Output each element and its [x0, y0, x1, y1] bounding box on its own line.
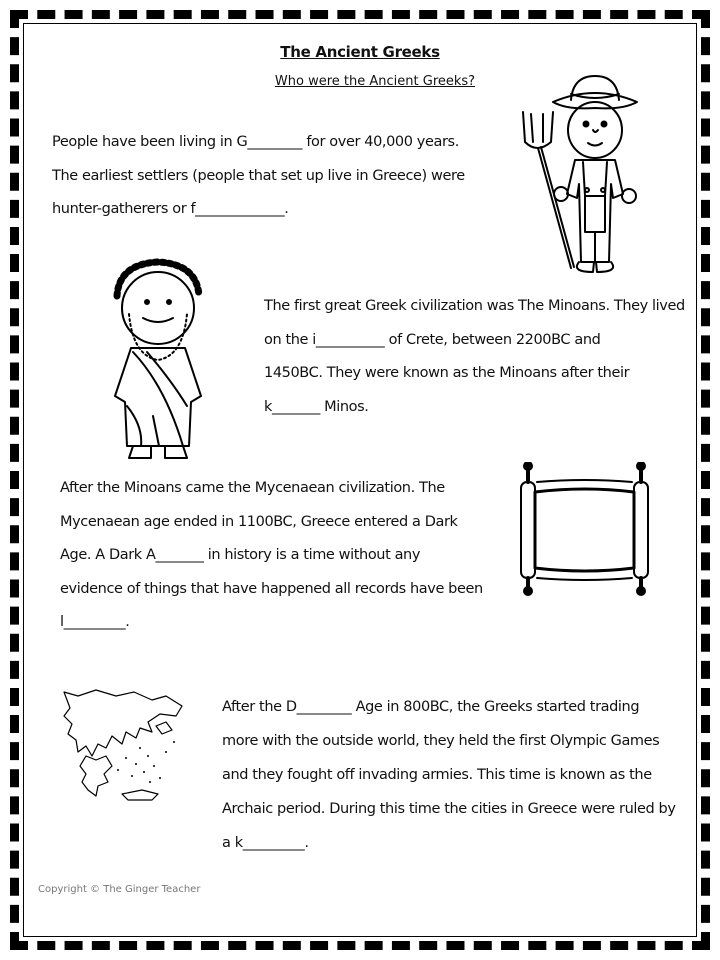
copyright-notice: Copyright © The Ginger Teacher [38, 884, 201, 895]
page-subtitle: Who were the Ancient Greeks? [274, 74, 476, 89]
paragraph-mycenaean [60, 472, 483, 640]
text-line: and they fought off invading armies. This time is known as the [222, 767, 652, 783]
text-line: Mycenaean age ended in 1100BC, Greece entered a Dark [60, 513, 458, 530]
text-line: k_______ Minos. [264, 398, 369, 415]
text-line: evidence of things that have happened all records have been [60, 580, 483, 597]
paragraph-early-settlers [52, 126, 465, 227]
greek-man-illustration [103, 256, 213, 466]
text-line: After the Minoans came the Mycenaean civilization. The [60, 480, 445, 496]
text-line: on the i__________ of Crete, between 2200BC and [264, 331, 601, 348]
text-line: The earliest settlers (people that set up live in Greece) were [52, 167, 465, 184]
text-line: 1450BC. They were known as the Minoans after their [264, 365, 630, 381]
text-line: Age. A Dark A_______ in history is a time without any [60, 547, 421, 563]
farmer-illustration [505, 72, 645, 277]
text-line: hunter-gatherers or f_____________. [52, 201, 289, 217]
text-line: After the D________ Age in 800BC, the Greeks started trading [222, 699, 640, 715]
text-line: Archaic period. During this time the cities in Greece were ruled by [222, 801, 676, 817]
paragraph-archaic-period [222, 690, 676, 860]
greece-map-illustration [56, 686, 196, 806]
text-line: more with the outside world, they held the first Olympic Games [222, 733, 660, 749]
page-title: The Ancient Greeks [280, 43, 440, 61]
text-line: People have been living in G________ for over 40,000 years. [52, 134, 459, 150]
text-line: The first great Greek civilization was The Minoans. They lived [264, 298, 685, 314]
text-line: a k_________. [222, 835, 309, 851]
text-line: l_________. [60, 614, 130, 630]
scroll-illustration [515, 462, 660, 597]
paragraph-minoans [264, 290, 685, 424]
